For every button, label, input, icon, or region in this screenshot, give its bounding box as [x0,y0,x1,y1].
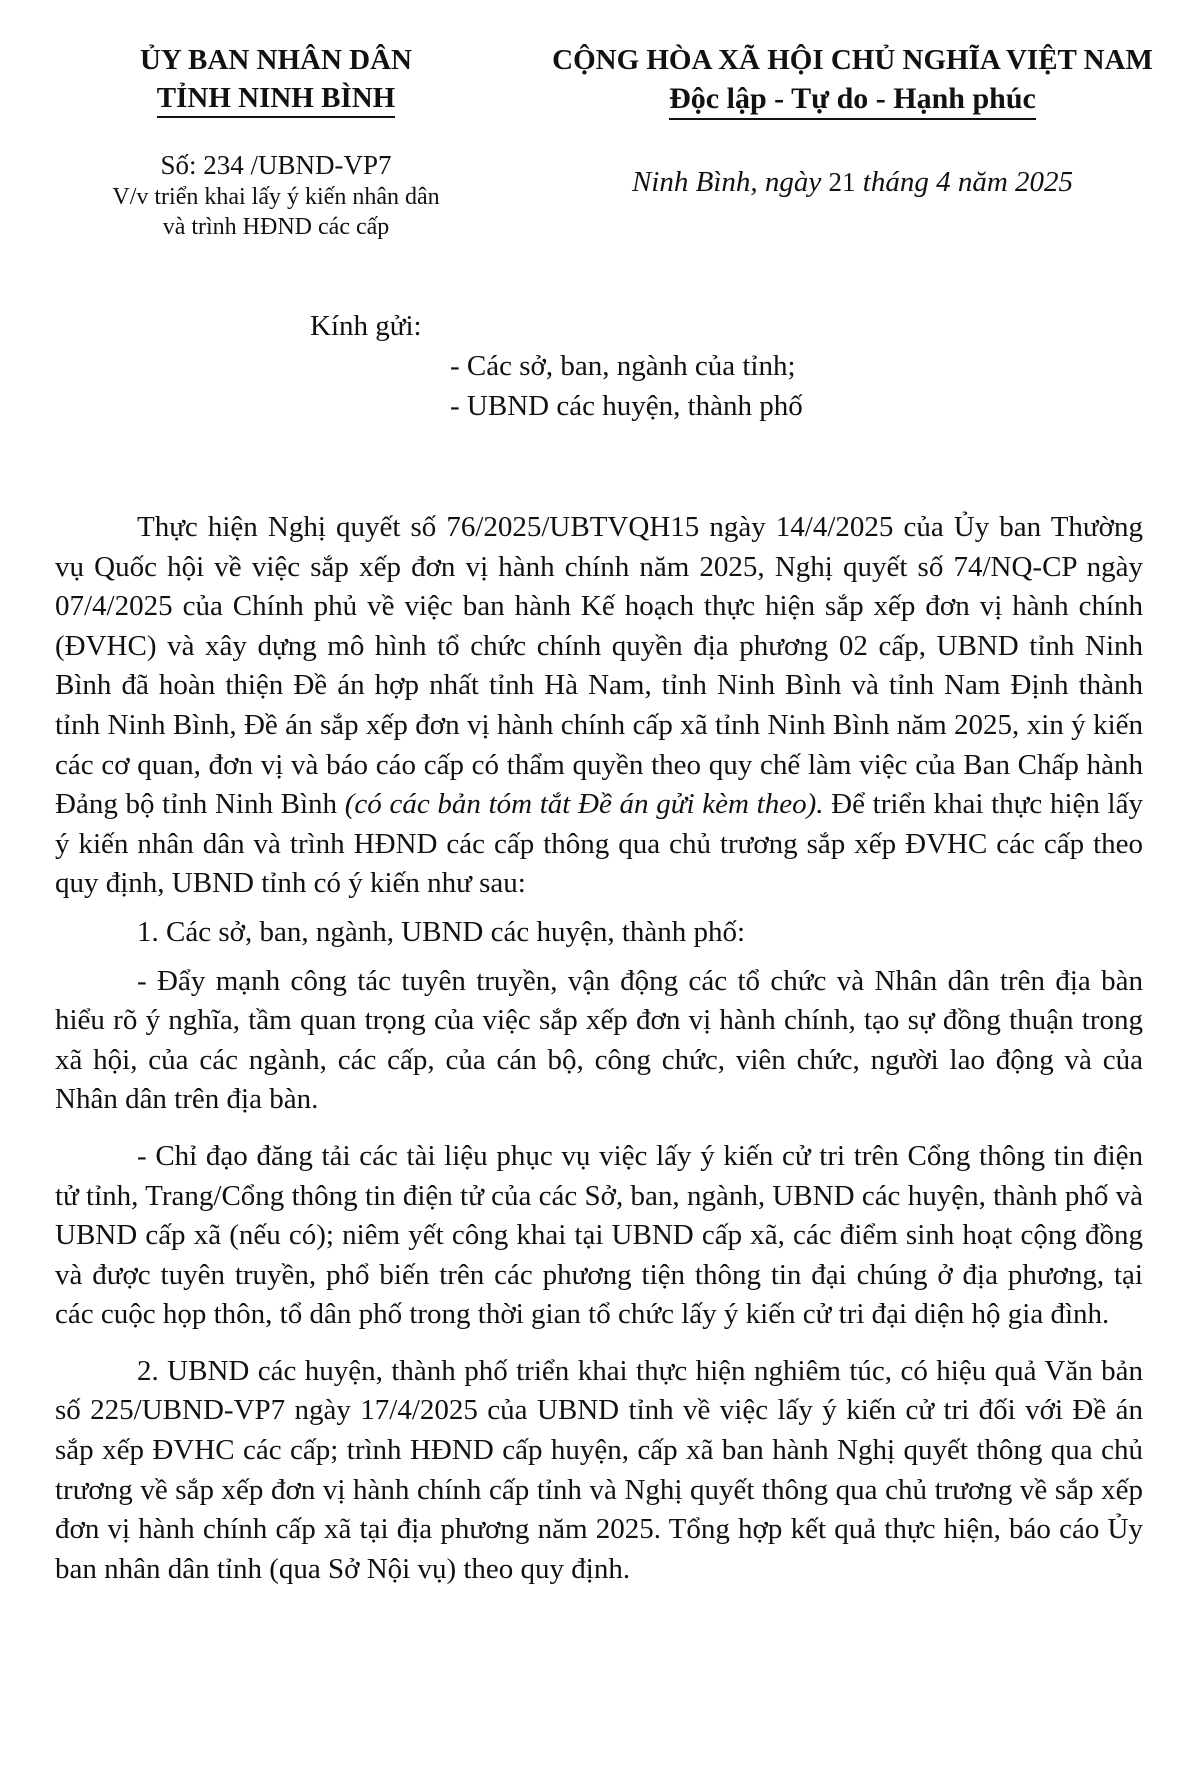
date-prefix: Ninh Bình, ngày [631,166,822,198]
issue-date [520,164,1185,200]
recipient-item-departments: - Các sở, ban, ngành của tỉnh; [450,350,796,382]
national-motto: Độc lập - Tự do - Hạnh phúc [669,80,1036,120]
date-suffix: tháng 4 năm 2025 [862,166,1074,198]
document-number: Số: 234 /UBND-VP7 [160,150,392,180]
subject-line-1: V/v triển khai lấy ý kiến nhân dân [112,184,440,210]
nation-title: CỘNG HÒA XÃ HỘI CHỦ NGHĨA VIỆT NAM [552,44,1153,76]
section-1-item-publish: - Chỉ đạo đăng tải các tài liệu phục vụ việc lấy ý kiến cử tri trên Cổng thông tin điện tử tỉnh, Trang/Cổng thông tin điện tử của các Sở, ban, ngành, UBND các huyện, thành phố và UBND cấp xã (nếu có); niêm yết công khai tại UBND cấp xã, các điểm sinh hoạt cộng đồng và được tuyên truyền, phổ biến trên các phương tiện thông tin đại chúng ở địa phương, tại các cuộc họp thôn, tổ dân phố trong thời gian tổ chức lấy ý kiến cử tri đại diện hộ gia đình. [55,1139,1143,1331]
national-title-block [520,40,1185,200]
issuing-agency-block [55,40,497,242]
document-body [55,508,1143,1589]
date-day: 21 [828,167,856,197]
paragraph-intro-note: (có các bản tóm tắt Đề án gửi kèm theo). [344,788,824,821]
recipient-item-districts: - UBND các huyện, thành phố [450,390,803,422]
paragraph-intro-main: Thực hiện Nghị quyết số 76/2025/UBTVQH15 ngày 14/4/2025 của Ủy ban Thường vụ Quốc hội về việc sắp xếp đơn vị hành chính năm 2025, Nghị quyết số 74/NQ-CP ngày 07/4/2025 của Chính phủ về việc ban hành Kế hoạch thực hiện sắp xếp đơn vị hành chính (ĐVHC) và xây dựng mô hình tổ chức chính quyền địa phương 02 cấp, UBND tỉnh Ninh Bình đã hoàn thiện Đề án hợp nhất tỉnh Hà Nam, tỉnh Ninh Bình và tỉnh Nam Định thành tỉnh Ninh Bình, Đề án sắp xếp đơn vị hành chính cấp xã tỉnh Ninh Bình năm 2025, xin ý kiến các cơ quan, đơn vị và báo cáo cấp có thẩm quyền theo quy chế làm việc của Ban Chấp hành Đảng bộ tỉnh Ninh Bình [55,511,1143,821]
agency-name: ỦY BAN NHÂN DÂN [139,44,412,76]
section-1-item-propaganda: - Đẩy mạnh công tác tuyên truyền, vận động các tổ chức và Nhân dân trên địa bàn hiểu rõ ý nghĩa, tầm quan trọng của việc sắp xếp đơn vị hành chính, tạo sự đồng thuận trong xã hội, của các ngành, các cấp, của cán bộ, công chức, viên chức, người lao động và của Nhân dân trên địa bàn. [55,964,1143,1116]
section-2-paragraph: 2. UBND các huyện, thành phố triển khai thực hiện nghiêm túc, có hiệu quả Văn bản số 225/UBND-VP7 ngày 17/4/2025 của UBND tỉnh về việc lấy ý kiến cử tri đối với Đề án sắp xếp ĐVHC các cấp; trình HĐND cấp huyện, cấp xã ban hành Nghị quyết thông qua chủ trương về sắp xếp đơn vị hành chính cấp tỉnh và Nghị quyết thông qua chủ trương về sắp xếp đơn vị hành chính cấp xã tại địa phương năm 2025. Tổng hợp kết quả thực hiện, báo cáo Ủy ban nhân dân tỉnh (qua Sở Nội vụ) theo quy định. [55,1354,1143,1585]
greeting: Kính gửi: [310,310,422,342]
paragraph-intro [55,508,1143,904]
province-name: TỈNH NINH BÌNH [157,80,396,118]
paragraph-intro-tail: Để triển khai thực hiện lấy ý kiến nhân dân và trình HĐND các cấp thông qua chủ trương sắp xếp ĐVHC các cấp theo quy định, UBND tỉnh có ý kiến như sau: [55,788,1143,900]
section-1-heading: 1. Các sở, ban, ngành, UBND các huyện, thành phố: [137,915,746,948]
subject-line-2: và trình HĐND các cấp [162,214,390,240]
document-header [0,40,1199,250]
